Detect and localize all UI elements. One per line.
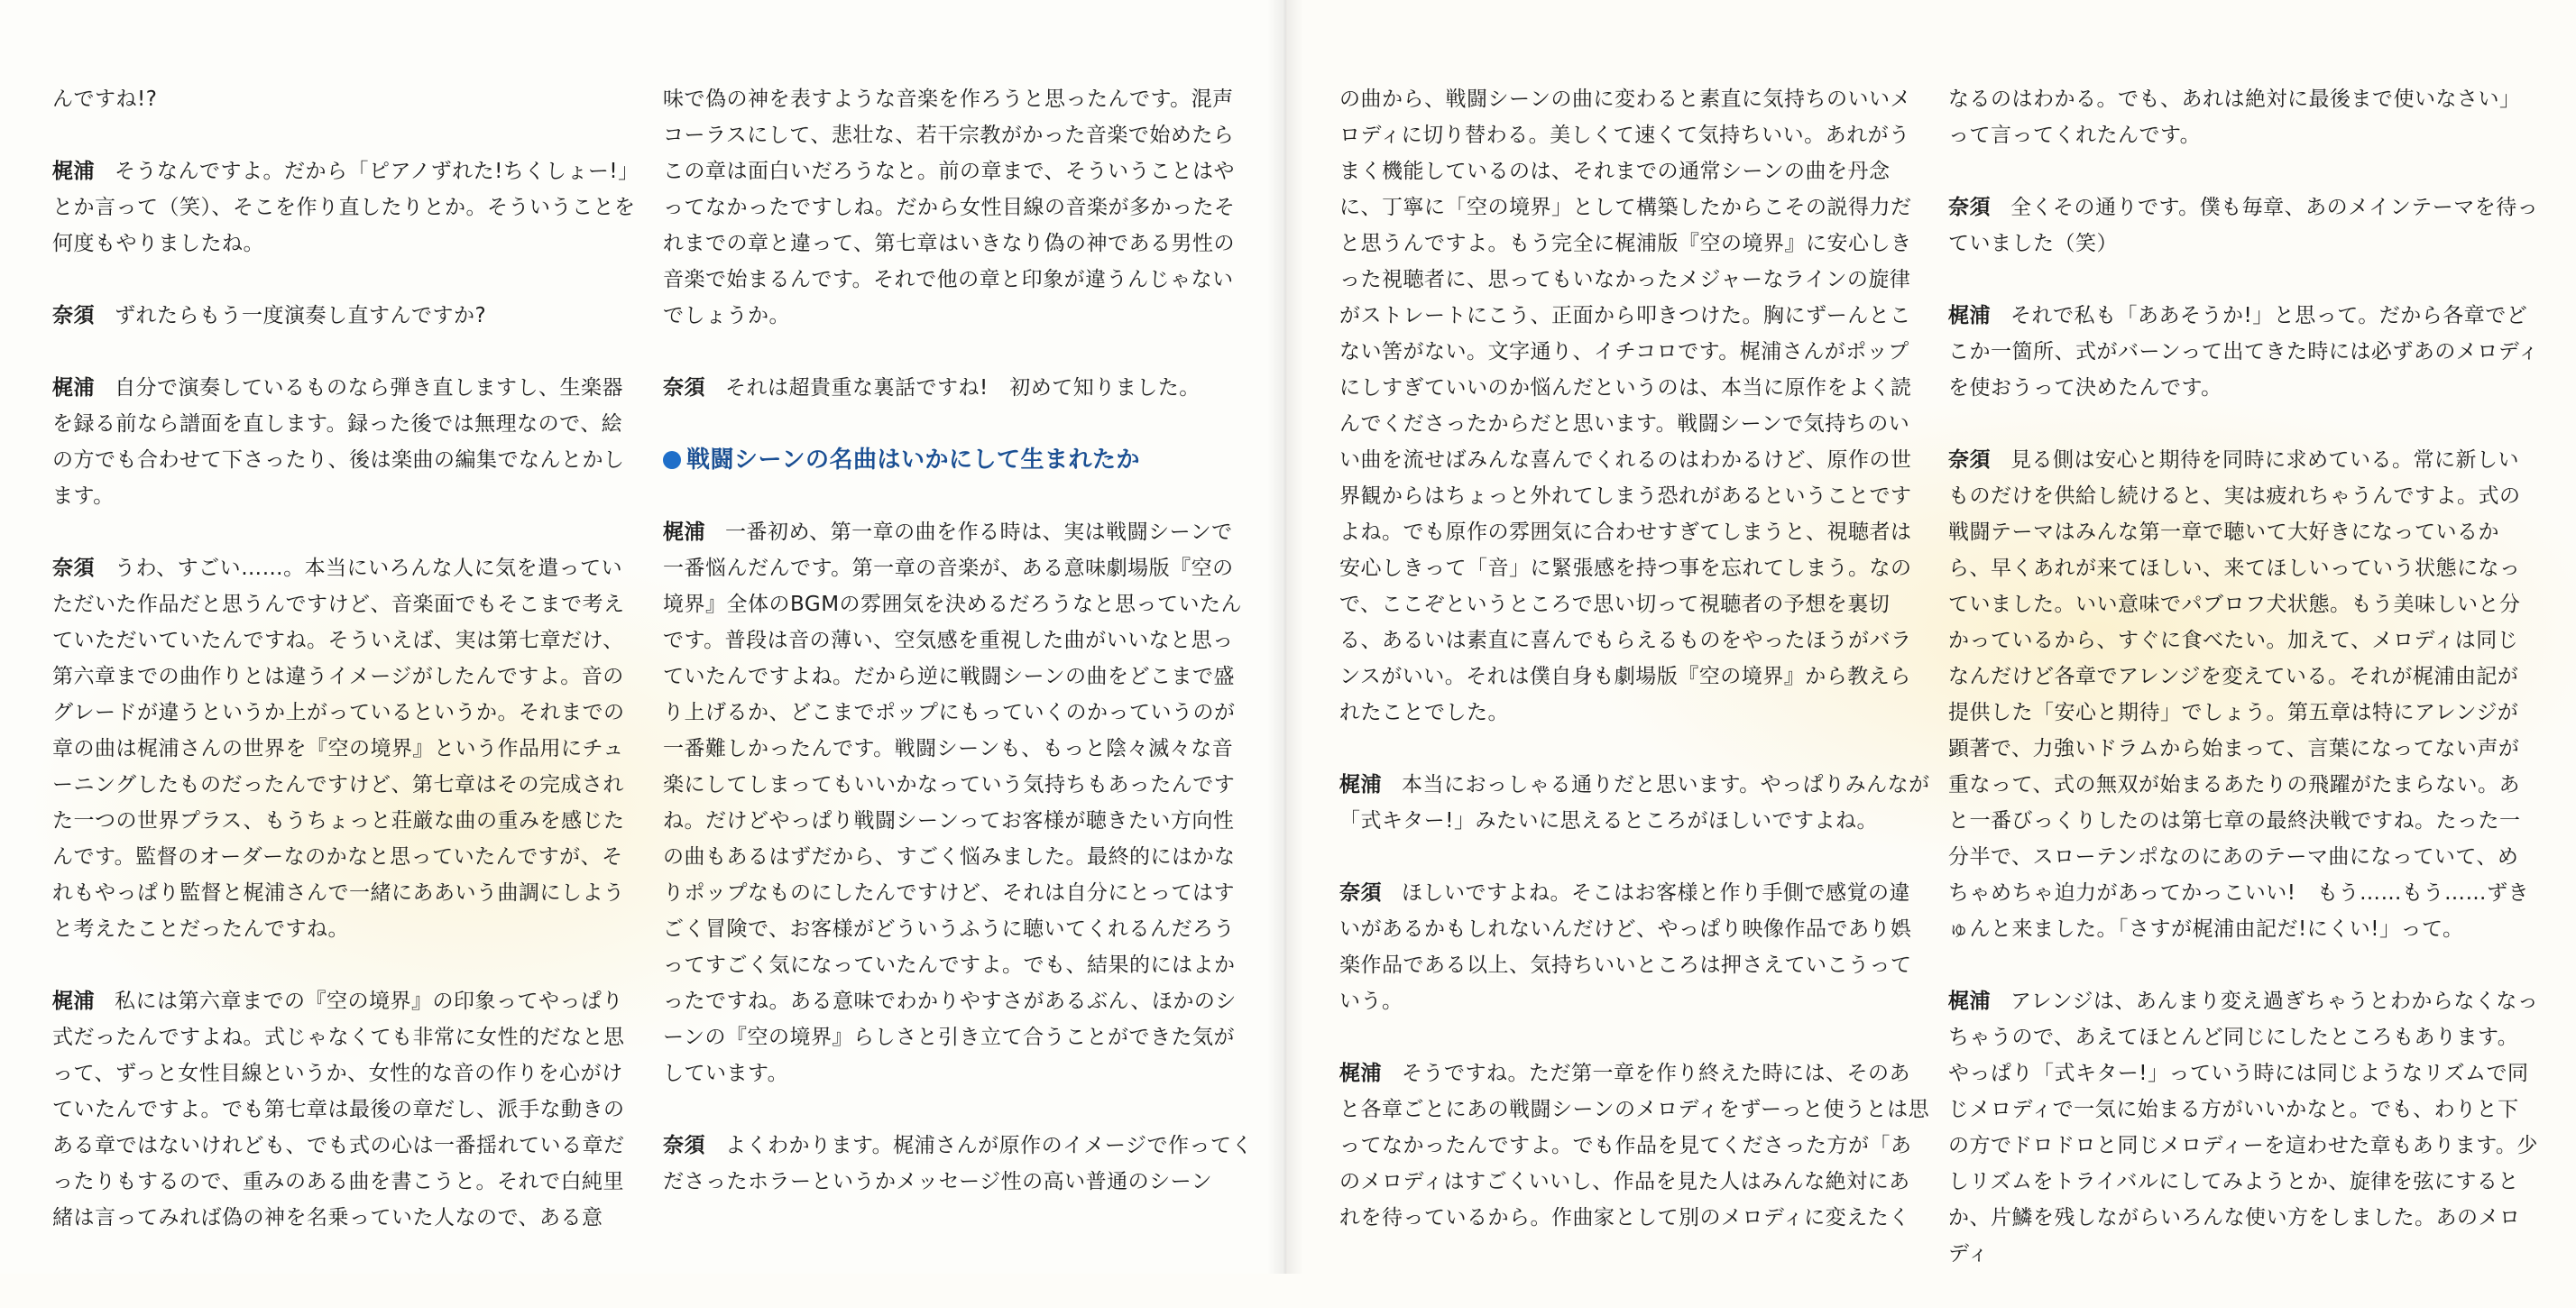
paragraph-text: 自分で演奏しているものなら弾き直しますし、生楽器を録る前なら譜面を直します。録った後では無理なので、絵の方でも合わせて下さったり、後は楽曲の編集でなんとかします。 bbox=[52, 376, 625, 508]
speaker-name: 梶浦 bbox=[1339, 1062, 1382, 1085]
speaker-name: 奈須 bbox=[52, 304, 95, 327]
paragraph bbox=[52, 298, 643, 334]
paragraph bbox=[663, 514, 1254, 1092]
speaker-name: 梶浦 bbox=[1339, 773, 1382, 797]
speaker-name: 奈須 bbox=[663, 1134, 705, 1157]
speaker-name: 梶浦 bbox=[1948, 304, 1991, 327]
paragraph bbox=[663, 81, 1254, 334]
paragraph-text: 一番初め、第一章の曲を作る時は、実は戦闘シーンで一番悩んだんです。第一章の音楽が、ある意味劇場版『空の境界』全体のBGMの雰囲気を決めるだろうなと思っていたんです。普段は音の薄い、空気感を重視した曲がいいなと思っていたんですよね。だから逆に戦闘シーンの曲をどこまで盛り上げるか、どこまでポップにもっていくのかっていうのが一番難しかったんです。戦闘シーンも、もっと陰々滅々な音楽にしてしまってもいいかなっていう気持ちもあったんですね。だけどやっぱり戦闘シーンってお客様が聴きたい方向性の曲もあるはずだから、すごく悩みました。最終的にはかなりポップなものにしたんですけど、それは自分にとってはすごく冒険で、お客様がどういうふうに聴いてくれるんだろうってすごく気になっていたんですよ。でも、結果的にはよかったですね。ある意味でわかりやすさがあるぶん、ほかのシーンの『空の境界』らしさと引き立て合うことができた気がしています。 bbox=[663, 520, 1243, 1085]
paragraph-text: なるのはわかる。でも、あれは絶対に最後まで使いなさい」って言ってくれたんです。 bbox=[1948, 88, 2521, 147]
paragraph bbox=[663, 1128, 1254, 1200]
paragraph-text: 私には第六章までの『空の境界』の印象ってやっぱり式だったんですよね。式じゃなくても非常に女性的だなと思って、ずっと女性目線というか、女性的な音の作りを心がけていたんですよ。でも第七章は最後の章だし、派手な動きのある章ではないけれども、でも式の心は一番揺れている章だったりもするので、重みのある曲を書こうと。それで白純里緒は言ってみれば偽の神を名乗っていた人なので、ある意 bbox=[52, 990, 625, 1230]
paragraph bbox=[1948, 189, 2539, 262]
paragraph bbox=[1339, 1055, 1930, 1236]
speaker-name: 梶浦 bbox=[663, 520, 705, 544]
column-2 bbox=[663, 81, 1254, 1236]
paragraph bbox=[1339, 875, 1930, 1019]
paragraph-text: ほしいですよね。そこはお客様と作り手側で感覚の違いがあるかもしれないんだけど、やっぱり映像作品であり娯楽作品である以上、気持ちいいところは押さえていこうっていう。 bbox=[1339, 881, 1912, 1013]
paragraph-text: 全くその通りです。僕も毎章、あのメインテーマを待っていました（笑） bbox=[1948, 196, 2539, 255]
column-3 bbox=[1339, 81, 1930, 1272]
paragraph bbox=[1339, 81, 1930, 731]
paragraph-text: アレンジは、あんまり変え過ぎちゃうとわからなくなっちゃうので、あえてほとんど同じにしたところもあります。やっぱり「式キター!」っていう時には同じようなリズムで同じメロディで一気に始まる方がいいかなと。でも、わりと下の方でドロドロと同じメロディーを這わせた章もあります。少しリズムをトライバルにしてみようとか、旋律を弦にするとか、片鱗を残しながらいろんな使い方をしました。あのメロディ bbox=[1948, 990, 2539, 1266]
paragraph-text: うわ、すごい……。本当にいろんな人に気を遣っていただいた作品だと思うんですけど、音楽面でもそこまで考えていただいていたんですね。そういえば、実は第七章だけ、第六章までの曲作りとは違うイメージがしたんですよ。音のグレードが違うというか上がっているというか。それまでの章の曲は梶浦さんの世界を『空の境界』という作品用にチューニングしたものだったんですけど、第七章はその完成された一つの世界プラス、もうちょっと荘厳な曲の重みを感じたんです。監督のオーダーなのかなと思っていたんですが、それもやっぱり監督と梶浦さんで一緒にああいう曲調にしようと考えたことだったんですね。 bbox=[52, 557, 625, 941]
paragraph bbox=[52, 983, 643, 1236]
speaker-name: 梶浦 bbox=[1948, 990, 1991, 1013]
paragraph bbox=[52, 153, 643, 262]
paragraph bbox=[1948, 81, 2539, 153]
paragraph bbox=[1339, 767, 1930, 839]
speaker-name: 奈須 bbox=[1948, 448, 1991, 472]
column-1 bbox=[52, 81, 643, 1272]
paragraph-text: ずれたらもう一度演奏し直すんですか? bbox=[115, 304, 487, 327]
paragraph-text: 見る側は安心と期待を同時に求めている。常に新しいものだけを供給し続けると、実は疲れちゃうんですよ。式の戦闘テーマはみんな第一章で聴いて大好きになっているから、早くあれが来てほしい、来てほしいっていう状態になっていました。いい意味でパブロフ犬状態。もう美味しいと分かっているから、すぐに食べたい。加えて、メロディは同じなんだけど各章でアレンジを変えている。それが梶浦由記が提供した「安心と期待」でしょう。第五章は特にアレンジが顕著で、力強いドラムから始まって、言葉になってない声が重なって、式の無双が始まるあたりの飛躍がたまらない。あと一番びっくりしたのは第七章の最終決戦ですね。たった一分半で、スローテンポなのにあのテーマ曲になっていて、めちゃめちゃ迫力があってかっこいい! もう……もう……ずきゅんと来ました。「さすが梶浦由記だ!にくい!」って。 bbox=[1948, 448, 2529, 941]
paragraph bbox=[52, 370, 643, 514]
paragraph bbox=[663, 370, 1254, 406]
paragraph-text: 味で偽の神を表すような音楽を作ろうと思ったんです。混声コーラスにして、悲壮な、若干宗教がかった音楽で始めたらこの章は面白いだろうなと。前の章まで、そういうことはやってなかったですしね。だから女性目線の音楽が多かったそれまでの章と違って、第七章はいきなり偽の神である男性の音楽で始まるんです。それで他の章と印象が違うんじゃないでしょうか。 bbox=[663, 88, 1236, 327]
section-heading bbox=[663, 442, 1254, 478]
speaker-name: 梶浦 bbox=[52, 160, 95, 183]
paragraph bbox=[1948, 983, 2539, 1272]
paragraph-text: んですね!? bbox=[52, 88, 158, 111]
column-4 bbox=[1948, 81, 2539, 1308]
speaker-name: 奈須 bbox=[1948, 196, 1991, 219]
paragraph-text: それで私も「ああそうか!」と思って。だから各章でどこか一箇所、式がバーンって出てきた時には必ずあのメロディを使おうって決めたんです。 bbox=[1948, 304, 2540, 400]
paragraph bbox=[52, 81, 643, 117]
paragraph-text: それは超貴重な裏話ですね! 初めて知りました。 bbox=[725, 376, 1201, 400]
section-heading-text: 戦闘シーンの名曲はいかにして生まれたか bbox=[686, 447, 1140, 474]
paragraph-text: の曲から、戦闘シーンの曲に変わると素直に気持ちのいいメロディに切り替わる。美しくて速くて気持ちいい。あれがうまく機能しているのは、それまでの通常シーンの曲を丹念に、丁寧に「空の境界」として構築したからこその説得力だと思うんですよ。もう完全に梶浦版『空の境界』に安心しきった視聴者に、思ってもいなかったメジャーなラインの旋律がストレートにこう、正面から叩きつけた。胸にずーんとこない筈がない。文字通り、イチコロです。梶浦さんがポップにしすぎていいのか悩んだというのは、本当に原作をよく読んでくださったからだと思います。戦闘シーンで気持ちのいい曲を流せばみんな喜んでくれるのはわかるけど、原作の世界観からはちょっと外れてしまう恐れがあるということですよね。でも原作の雰囲気に合わせすぎてしまうと、視聴者は安心しきって「音」に緊張感を持つ事を忘れてしまう。なので、ここぞというところで思い切って視聴者の予想を裏切る、あるいは素直に喜んでもらえるものをやったほうがバランスがいい。それは僕自身も劇場版『空の境界』から教えられたことでした。 bbox=[1339, 88, 1912, 724]
paragraph bbox=[1948, 298, 2539, 406]
speaker-name: 奈須 bbox=[52, 557, 95, 580]
speaker-name: 奈須 bbox=[663, 376, 705, 400]
paragraph bbox=[1948, 442, 2539, 947]
paragraph-text: そうなんですよ。だから「ピアノずれた!ちくしょー!」とか言って（笑）、そこを作り直したりとか。そういうことを何度もやりましたね。 bbox=[52, 160, 639, 255]
speaker-name: 奈須 bbox=[1339, 881, 1382, 905]
speaker-name: 梶浦 bbox=[52, 376, 95, 400]
paragraph bbox=[52, 550, 643, 947]
speaker-name: 梶浦 bbox=[52, 990, 95, 1013]
paragraph-text: よくわかります。梶浦さんが原作のイメージで作ってくださったホラーというかメッセージ性の高い普通のシーン bbox=[663, 1134, 1253, 1193]
bullet-icon bbox=[663, 451, 681, 469]
paragraph-text: そうですね。ただ第一章を作り終えた時には、そのあと各章ごとにあの戦闘シーンのメロディをずーっと使うとは思ってなかったんですよ。でも作品を見てくださった方が「あのメロディはすごくいいし、作品を見た人はみんな絶対にあれを待っているから。作曲家として別のメロディに変えたく bbox=[1339, 1062, 1930, 1230]
paragraph-text: 本当におっしゃる通りだと思います。やっぱりみんなが「式キター!」みたいに思えるところがほしいですよね。 bbox=[1339, 773, 1930, 833]
book-gutter bbox=[1267, 0, 1303, 1274]
